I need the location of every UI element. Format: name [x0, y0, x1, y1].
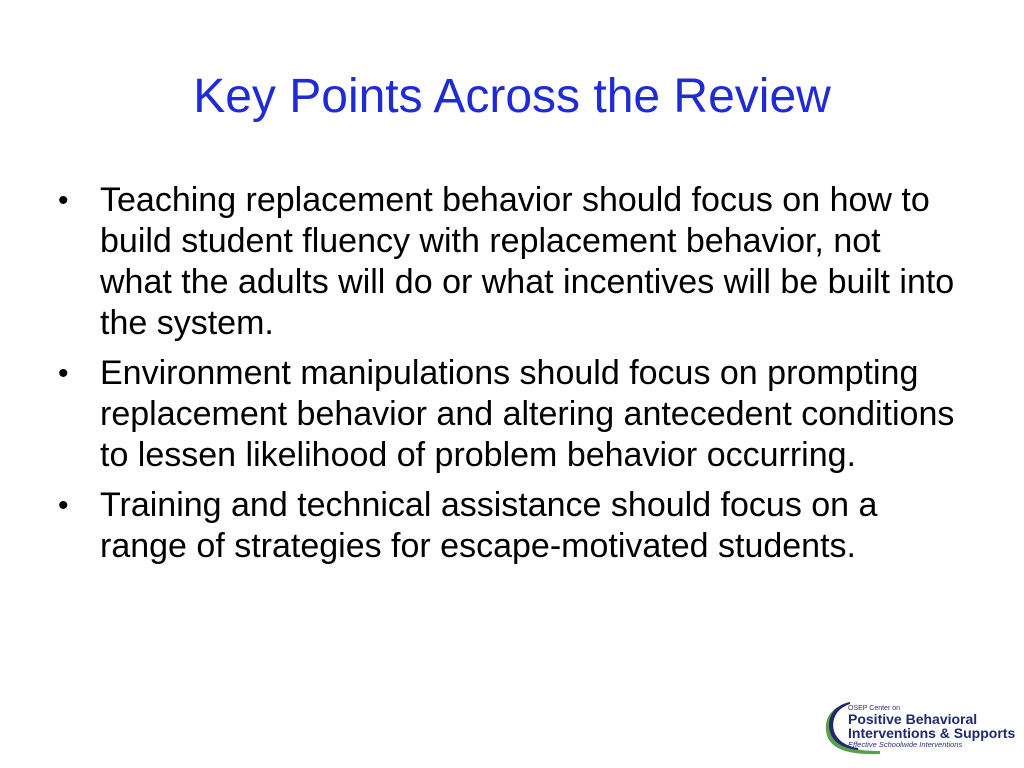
- logo-line-2: Interventions & Supports: [848, 725, 1016, 741]
- bullet-text: Environment manipulations should focus on prompting replacement behavior and altering antecedent conditions to lessen likelihood of problem behavior occurring.: [100, 354, 955, 474]
- pbis-logo: [820, 698, 1016, 758]
- slide-title: Key Points Across the Review: [193, 70, 831, 123]
- bullet-item: [58, 180, 958, 344]
- logo-line-1: Positive Behavioral: [848, 711, 978, 727]
- bullet-point-icon: •: [58, 489, 69, 522]
- bullet-text: Teaching replacement behavior should focus on how to build student fluency with replacement behavior, not what the adults will do or what incentives will be built into the system.: [100, 181, 955, 342]
- logo-small-text: OSEP Center on: [848, 705, 901, 712]
- bullet-item: [58, 353, 958, 476]
- bullet-point-icon: •: [58, 357, 69, 390]
- logo-tagline: Effective Schoolwide Interventions: [848, 740, 963, 749]
- bullet-point-icon: •: [58, 184, 69, 217]
- bullet-list: [58, 180, 958, 576]
- bullet-item: [58, 485, 958, 567]
- bullet-text: Training and technical assistance should focus on a range of strategies for escape-motivated students.: [100, 486, 878, 565]
